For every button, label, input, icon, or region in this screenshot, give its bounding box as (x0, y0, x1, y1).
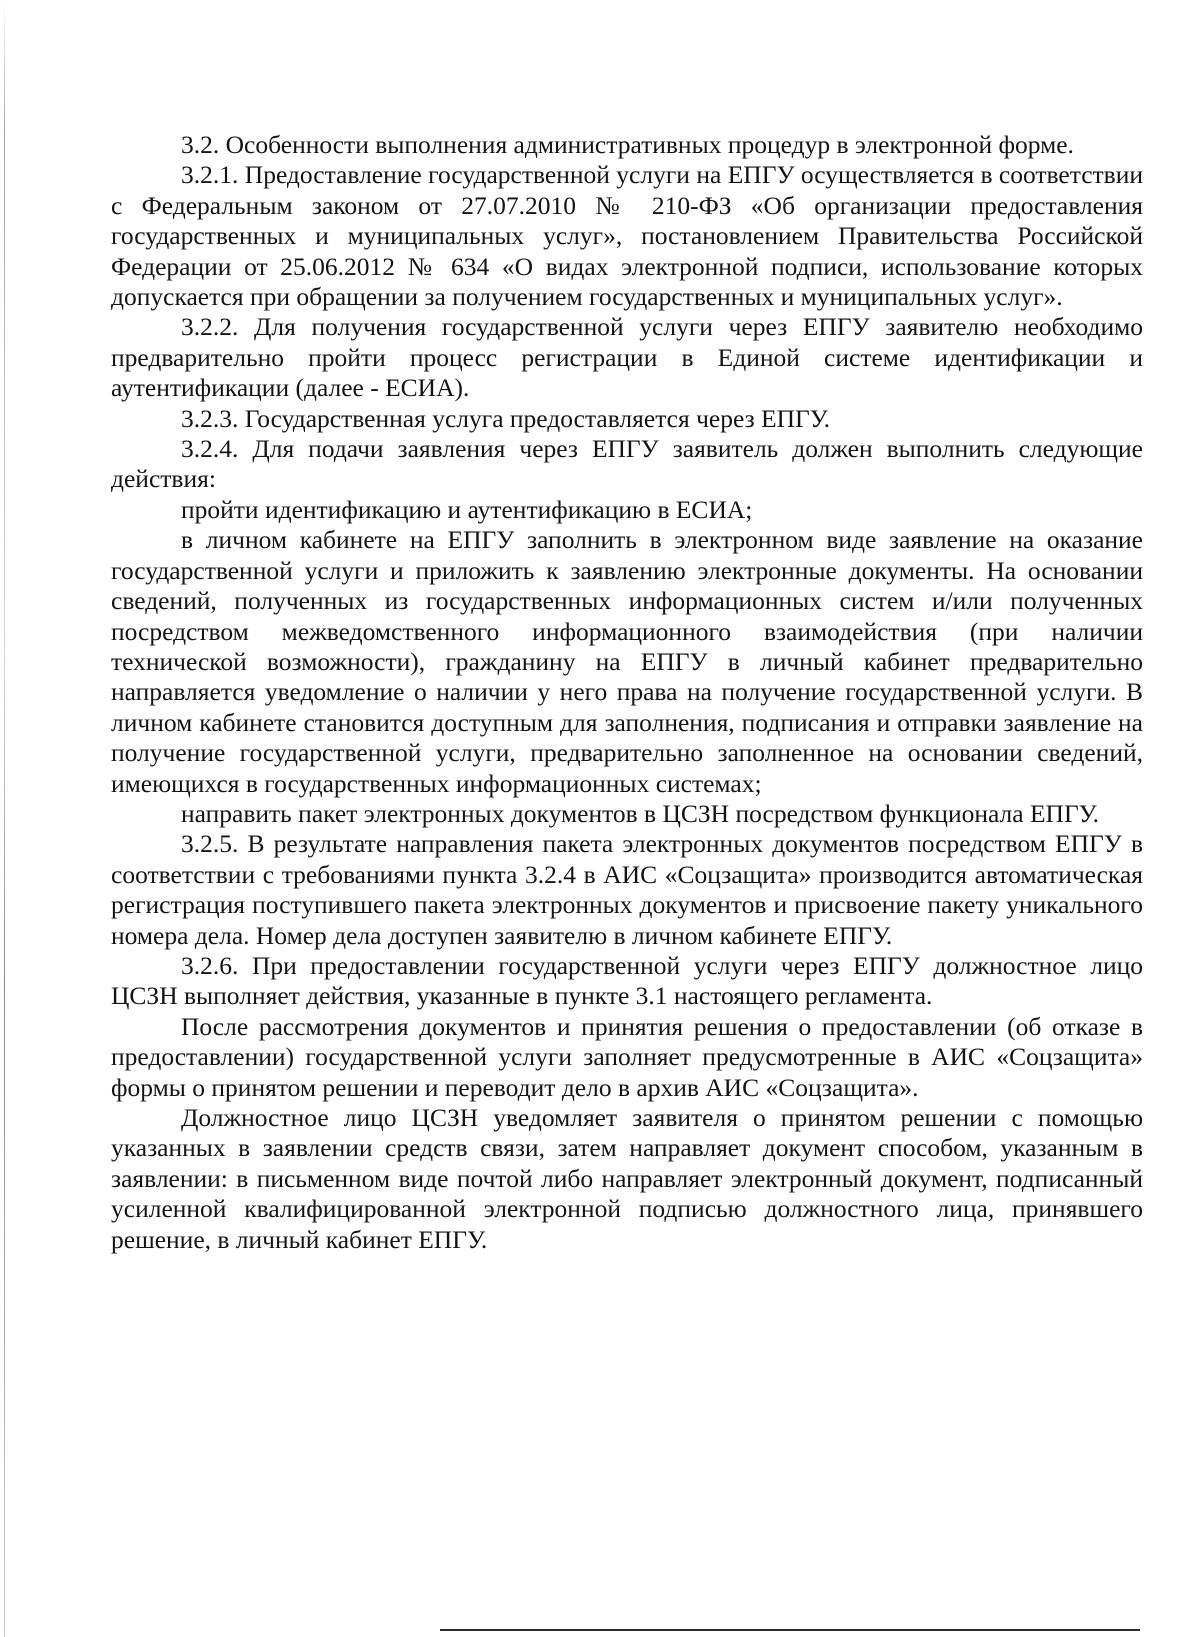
scan-edge-bottom (440, 1629, 1140, 1631)
paragraph-3-2-4: 3.2.4. Для подачи заявления через ЕПГУ заявитель должен выполнить следующие действия: (111, 434, 1143, 494)
paragraph-3-2: 3.2. Особенности выполнения административных процедур в электронной форме. (181, 130, 1074, 159)
paragraph-after-review: После рассмотрения документов и принятия решения о предоставлении (об отказе в предоставлении) государственной услуги заполняет предусмотренные в АИС «Соцзащита» формы о принятом решении и переводит дело в архив АИС «Соцзащита». (111, 1011, 1143, 1102)
document-body (111, 130, 1143, 1255)
scan-edge-left (4, 0, 5, 1637)
paragraph-3-2-1: 3.2.1. Предоставление государственной услуги на ЕПГУ осуществляется в соответствии с Федеральным законом от 27.07.2010 № 210-ФЗ «Об организации предоставления государственных и муниципальных услуг», постановлением Правительства Российской Федерации от 25.06.2012 № 634 «О видах электронной подписи, использование которых допускается при обращении за получением государственных и муниципальных услуг». (111, 160, 1143, 312)
list-item-send-package: направить пакет электронных документов в ЦСЗН посредством функционала ЕПГУ. (181, 798, 1099, 828)
paragraph-3-2-5: 3.2.5. В результате направления пакета электронных документов посредством ЕПГУ в соответствии с требованиями пункта 3.2.4 в АИС «Соцзащита» производится автоматическая регистрация поступившего пакета электронных документов и присвоение пакету уникального номера дела. Номер дела доступен заявителю в личном кабинете ЕПГУ. (111, 829, 1143, 950)
list-item-esia: пройти идентификацию и аутентификацию в ЕСИА; (181, 494, 753, 524)
paragraph-3-2-6: 3.2.6. При предоставлении государственной услуги через ЕПГУ должностное лицо ЦСЗН выполняет действия, указанные в пункте 3.1 настоящего регламента. (111, 950, 1143, 1011)
paragraph-notification: Должностное лицо ЦСЗН уведомляет заявителя о принятом решении с помощью указанных в заявлении средств связи, затем направляет документ способом, указанным в заявлении: в письменном виде почтой либо направляет электронный документ, подписанный усиленной квалифицированной электронной подписью должностного лица, принявшего решение, в личный кабинет ЕПГУ. (111, 1103, 1143, 1254)
list-item-personal-cabinet: в личном кабинете на ЕПГУ заполнить в электронном виде заявление на оказание государственной услуги и приложить к заявлению электронные документы. На основании сведений, полученных из государственных информационных систем и/или полученных посредством межведомственного информационного взаимодействия (при наличии технической возможности), гражданину на ЕПГУ в личный кабинет предварительно направляется уведомление о наличии у него права на получение государственной услуги. В личном кабинете становится доступным для заполнения, подписания и отправки заявление на получение государственной услуги, предварительно заполненное на основании сведений, имеющихся в государственных информационных системах; (111, 525, 1143, 798)
paragraph-3-2-3: 3.2.3. Государственная услуга предоставляется через ЕПГУ. (181, 403, 831, 433)
paragraph-3-2-2: 3.2.2. Для получения государственной услуги через ЕПГУ заявителю необходимо предварительно пройти процесс регистрации в Единой системе идентификации и аутентификации (далее - ЕСИА). (111, 312, 1143, 403)
